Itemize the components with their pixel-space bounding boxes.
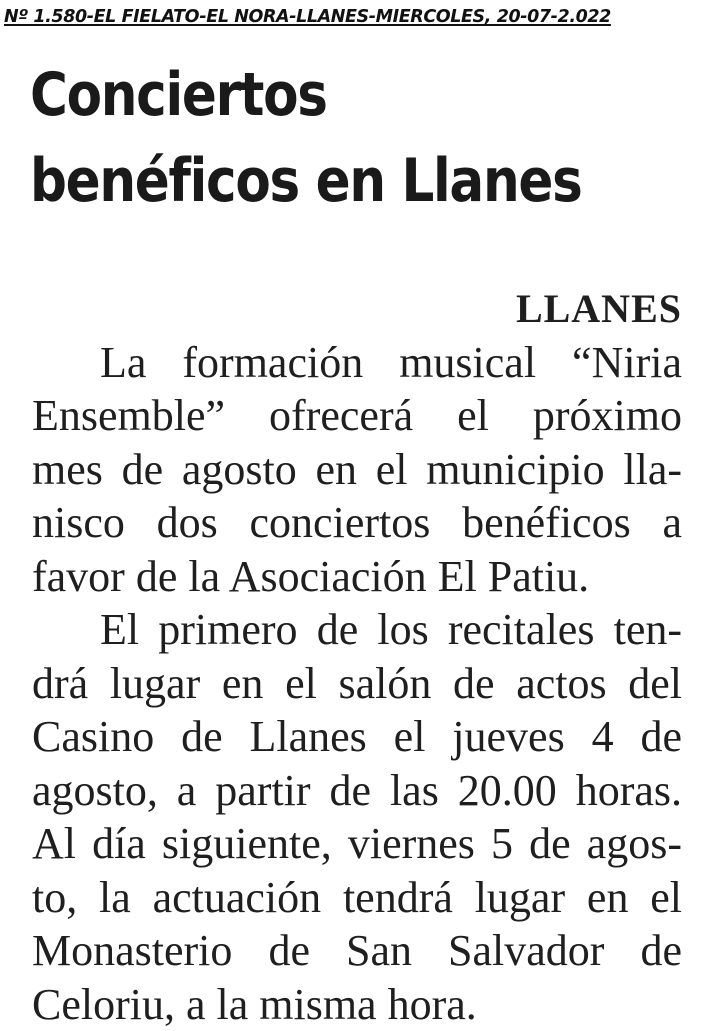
paragraph-line: La formación musical “Niria bbox=[32, 336, 682, 390]
headline-line-1: Conciertos bbox=[30, 52, 615, 138]
article-headline bbox=[30, 52, 615, 224]
paragraph-line: agosto, a partir de las 20.00 horas. bbox=[32, 764, 682, 818]
issue-header: Nº 1.580-EL FIELATO-EL NORA-LLANES-MIERCOLES, 20-07-2.022 bbox=[4, 2, 720, 32]
paragraph-line: El primero de los recitales ten- bbox=[32, 603, 682, 657]
article-body bbox=[32, 282, 682, 1031]
headline-line-2: benéficos en Llanes bbox=[30, 138, 615, 224]
paragraph-line: Al día siguiente, viernes 5 de agos- bbox=[32, 817, 682, 871]
paragraph-line: Casino de Llanes el jueves 4 de bbox=[32, 710, 682, 764]
paragraph-line: Ensemble” ofrecerá el próximo bbox=[32, 389, 682, 443]
paragraph-line: Celoriu, a la misma hora. bbox=[32, 978, 682, 1031]
paragraph-line: mes de agosto en el municipio lla- bbox=[32, 443, 682, 497]
paragraph-line: favor de la Asociación El Patiu. bbox=[32, 550, 682, 604]
dateline: LLANES bbox=[32, 282, 682, 336]
paragraph-line: to, la actuación tendrá lugar en el bbox=[32, 871, 682, 925]
paragraph-2 bbox=[32, 603, 682, 1031]
paragraph-line: Monasterio de San Salvador de bbox=[32, 924, 682, 978]
paragraph-line: nisco dos conciertos benéficos a bbox=[32, 496, 682, 550]
paragraph-line: drá lugar en el salón de actos del bbox=[32, 657, 682, 711]
paragraph-1 bbox=[32, 336, 682, 604]
